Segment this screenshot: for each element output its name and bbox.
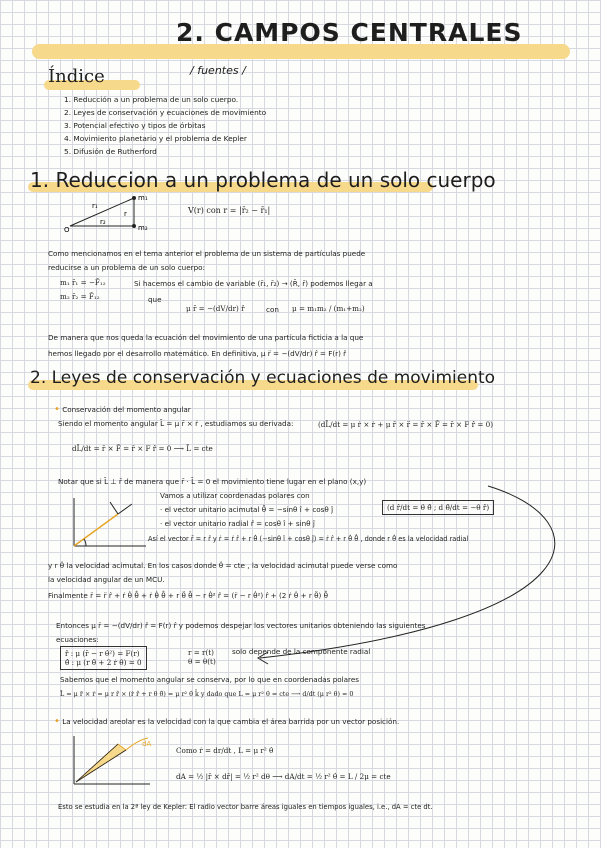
angular-momentum-line: Siendo el momento angular L̄ = μ r̄ × ṙ , estudiamos su derivada: [58, 419, 294, 428]
diagram-label: r₁ [92, 202, 98, 210]
index-item: 5. Difusión de Rutherford [64, 147, 157, 156]
para2-line2: hemos llegado por el desarrollo matemático. En definitiva, μ r̈ = −(dV/dr) r̂ = F(r) r̂ [48, 349, 347, 358]
bullet-areal-velocity: • La velocidad areolar es la velocidad con la que cambia el área barrida por un vector posición. [54, 716, 400, 727]
polar-azimuthal: · el vector unitario acimutal θ̂ = −sinθ î + cosθ ĵ [160, 505, 334, 514]
section1-heading: 1. Reduccion a un problema de un solo cuerpo [30, 168, 496, 192]
index-item: 1. Reducción a un problema de un solo cuerpo. [64, 95, 239, 104]
change-of-variable: Si hacemos el cambio de variable (r̄₁, r̄₂) → (R̄, r̄) podemos llegar a [134, 279, 373, 288]
solution-eq: r = r(t) [188, 648, 214, 657]
sources-label: / fuentes / [190, 64, 246, 77]
eq1b: m₂ r̈₂ = F̄₁₂ [60, 292, 100, 301]
index-list [64, 93, 266, 158]
polar-intro: Vamos a utilizar coordenadas polares con [160, 491, 310, 500]
know-line: Sabemos que el momento angular se conserva, por lo que en coordenadas polares [60, 675, 360, 684]
note-plane-line: Notar que si L̄ ⊥ r̄ de manera que r̄ · L̄ = 0 el movimiento tiene lugar en el plano (x,y) [58, 477, 367, 486]
index-item: 2. Leyes de conservación y ecuaciones de movimiento [64, 108, 267, 117]
diagram-label: m₂ [138, 224, 148, 232]
areal-equation-1: Como ṙ = dr/dt , L = μ r² θ̇ [176, 746, 274, 755]
polar-derivatives-box: (d r̂/dt = θ̇ θ̂ ; d θ̂/dt = −θ̇ r̂) [382, 500, 494, 515]
que-label: que [148, 295, 162, 304]
angular-box: dL̄/dt = r̄ × F̄ = r̄ × F r̂ = 0 ⟶ L̄ = cte [72, 444, 213, 453]
finally-line: Finalmente r̈ = r̈ r̂ + ṙ θ̇ θ̂ + ṙ θ̇ θ̂ + r θ̈ θ̂ − r θ̇² r̂ = (r̈ − r θ̇²) r̂ + (2 ṙ θ̇ + r θ̈) θ̂ [48, 591, 329, 600]
index-heading: Índice [48, 66, 105, 87]
velocity-line: Así el vector r̄ = r r̂ y ṙ = ṙ r̂ + r θ̇ (−sinθ î + cosθ ĵ) = ṙ r̂ + r θ̇ θ̂ , donde r θ̇ es la velocidad radial [148, 535, 469, 543]
polar-radial: · el vector unitario radial r̂ = cosθ î + sinθ ĵ [160, 519, 315, 528]
polar-diagram [66, 494, 154, 554]
radial-note: solo depende de la componente radial [232, 647, 371, 656]
diagram-label: O [64, 226, 70, 234]
then-line: Entonces μ r̈ = −(dV/dr) r̂ = F(r) r̂ y podemos despejar los vectores unitarios obteniendo las siguientes [56, 621, 426, 630]
kepler-line: Esto se estudia en la 2ª ley de Kepler: El radio vector barre áreas iguales en tiempos iguales, i.e., dA = cte dt. [58, 803, 433, 811]
para2-line1: De manera que nos queda la ecuación del movimiento de una partícula ficticia a la que [48, 333, 364, 342]
diagram-label: r₂ [100, 218, 106, 226]
reduced-equation: μ r̈ = −(dV/dr) r̂ [186, 304, 245, 313]
solution-eq: θ = θ(t) [188, 657, 216, 666]
eq1a: m₁ r̈₁ = −F̄₁₂ [60, 278, 106, 287]
angular-derivative: (dL̄/dt = μ ṙ × ṙ + μ r̄ × r̈ = r̄ × F̄ = r̄ × F r̂ = 0) [318, 420, 494, 429]
para1-line1: Como mencionamos en el tema anterior el problema de un sistema de partículas puede [48, 249, 366, 258]
section2-heading: 2. Leyes de conservación y ecuaciones de movimiento [30, 368, 496, 388]
know-equation: L̄ = μ r̄ × ṙ = μ r r̂ × (ṙ r̂ + r θ̇ θ̂) = μ r² θ̇ k̂ y dado que L = μ r² θ̇ = cte ⟶ d/dt (μ r² θ̇) = 0 [60, 690, 354, 698]
page-title: 2. CAMPOS CENTRALES [176, 18, 523, 47]
diagram-label: m₁ [138, 194, 148, 202]
area-label: dA [142, 740, 152, 748]
diagram-label: r [124, 210, 127, 218]
reduced-mass: μ = m₁m₂ / (m₁+m₂) [292, 304, 365, 313]
system-eq: r̂ : μ (r̈ − r θ̇²) = F(r) [65, 649, 140, 658]
bullet-icon: • [54, 404, 60, 415]
potential-formula: V(r) con r = |r̄₂ − r̄₁| [188, 206, 271, 215]
velocity-line2: y r θ̇ la velocidad acimutal. En los casos donde θ̇ = cte , la velocidad acimutal puede verse como [48, 561, 398, 570]
bullet-angular-momentum: • Conservación del momento angular [54, 404, 191, 415]
curved-arrow [220, 480, 590, 670]
ecuaciones-label: ecuaciones: [56, 635, 99, 644]
bullet-icon: • [54, 716, 60, 727]
areal-diagram [66, 732, 158, 792]
system-solutions [188, 648, 216, 666]
areal-equation-2: dA = ½ |r̄ × dr̄| = ½ r² dθ ⟶ dA/dt = ½ r² θ̇ = L / 2μ = cte [176, 772, 391, 781]
para1-line2: reducirse a un problema de un solo cuerpo: [48, 263, 205, 272]
velocity-line3: la velocidad angular de un MCU. [48, 575, 165, 584]
index-item: 3. Potencial efectivo y tipos de órbitas [64, 121, 206, 130]
equations-system [60, 646, 147, 670]
index-item: 4. Movimiento planetario y el problema de Kepler [64, 134, 247, 143]
con-label: con [266, 305, 279, 314]
system-eq: θ̂ : μ (r θ̈ + 2 ṙ θ̇) = 0 [65, 658, 142, 667]
two-body-diagram [64, 192, 154, 234]
